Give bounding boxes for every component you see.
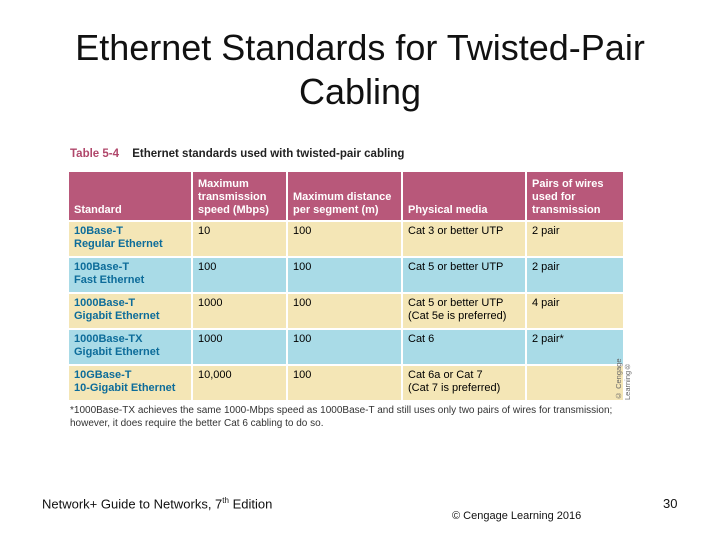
header-speed: Maximum transmission speed (Mbps) [193, 172, 286, 220]
header-standard: Standard [69, 172, 191, 220]
cell-distance: 100 [288, 366, 401, 400]
cell-distance: 100 [288, 330, 401, 364]
standard-name: 10GBase-T [74, 369, 132, 381]
table-title: Ethernet standards used with twisted-pair cabling [132, 148, 405, 160]
standard-name: 1000Base-T [74, 297, 136, 309]
cell-speed: 100 [193, 258, 286, 292]
media-value: Cat 5 or better UTP [408, 297, 504, 309]
cell-standard [69, 294, 191, 328]
slide-title: Ethernet Standards for Twisted-Pair Cabling [75, 27, 645, 112]
cell-pairs: 4 pair [527, 294, 623, 328]
table-caption [70, 148, 404, 160]
cell-standard [69, 258, 191, 292]
media-value: Cat 6a or Cat 7 [408, 369, 483, 381]
footer-book-title [42, 496, 272, 511]
table-header-row [69, 172, 623, 220]
standard-alias: Fast Ethernet [74, 274, 145, 286]
header-media: Physical media [403, 172, 525, 220]
page-number: 30 [663, 496, 678, 511]
table-row [69, 330, 623, 364]
footer-book-title-text: Network+ Guide to Networks, 7 [42, 496, 223, 512]
cell-pairs [527, 366, 623, 400]
cell-standard [69, 222, 191, 256]
media-note: (Cat 5e is preferred) [408, 310, 507, 322]
cell-media [403, 222, 525, 256]
table-row [69, 222, 623, 256]
cell-standard [69, 330, 191, 364]
media-value: Cat 5 or better UTP [408, 261, 504, 273]
table-footnote: *1000Base-TX achieves the same 1000-Mbps speed as 1000Base-T and still uses only two pairs of wires for transmission; however, it does require the better Cat 6 cabling to do so. [70, 405, 613, 429]
cell-speed: 10,000 [193, 366, 286, 400]
table-row [69, 294, 623, 328]
cell-distance: 100 [288, 294, 401, 328]
table-number: Table 5-4 [70, 148, 119, 160]
cell-speed: 1000 [193, 330, 286, 364]
standard-alias: Regular Ethernet [74, 238, 163, 250]
standard-alias: 10-Gigabit Ethernet [74, 382, 176, 394]
cell-speed: 10 [193, 222, 286, 256]
header-pairs: Pairs of wires used for transmission [527, 172, 623, 220]
table-row [69, 258, 623, 292]
cell-pairs: 2 pair [527, 258, 623, 292]
copyright-watermark: © Cengage Learning® [614, 358, 632, 400]
standard-alias: Gigabit Ethernet [74, 346, 160, 358]
media-value: Cat 6 [408, 333, 435, 345]
cell-pairs: 2 pair* [527, 330, 623, 364]
header-distance: Maximum distance per segment (m) [288, 172, 401, 220]
cell-pairs: 2 pair [527, 222, 623, 256]
standard-alias: Gigabit Ethernet [74, 310, 160, 322]
footer-copyright: © Cengage Learning 2016 [452, 510, 582, 522]
cell-media [403, 330, 525, 364]
media-note: (Cat 7 is preferred) [408, 382, 501, 394]
footer-edition-superscript: th [222, 496, 229, 505]
standard-name: 1000Base-TX [74, 333, 143, 345]
standard-name: 100Base-T [74, 261, 130, 273]
standard-name: 10Base-T [74, 225, 123, 237]
table-row [69, 366, 623, 400]
cell-distance: 100 [288, 258, 401, 292]
cell-distance: 100 [288, 222, 401, 256]
cell-media [403, 294, 525, 328]
cell-media [403, 258, 525, 292]
cell-media [403, 366, 525, 400]
cell-standard [69, 366, 191, 400]
cell-speed: 1000 [193, 294, 286, 328]
footer-edition-text: Edition [228, 496, 273, 512]
ethernet-standards-table [67, 170, 625, 402]
media-value: Cat 3 or better UTP [408, 225, 504, 237]
